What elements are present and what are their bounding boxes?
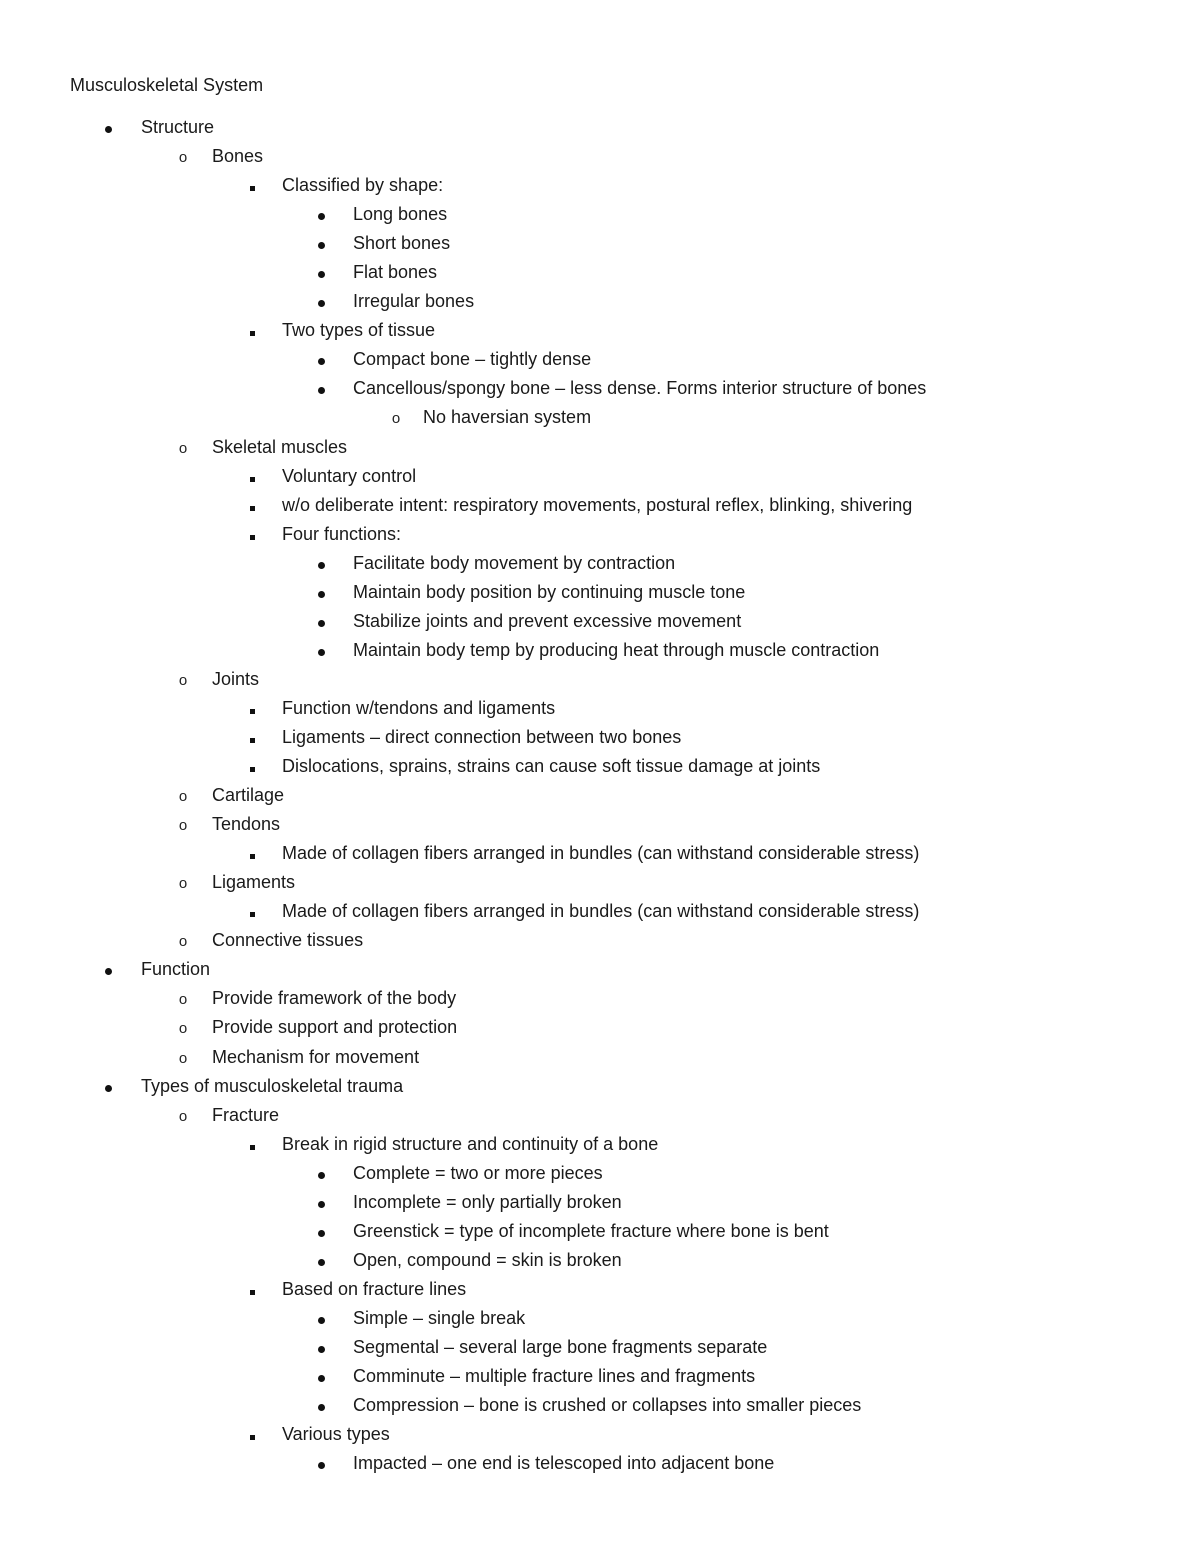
outline-item [0,203,1200,232]
bullet-circle-icon: o [178,933,188,951]
outline-item [0,1191,1200,1220]
bullet-dot-icon [311,261,331,283]
bullet-dot-icon [311,290,331,312]
outline-item [0,639,1200,668]
bullet-circle-icon: o [178,817,188,835]
bullet-square-icon [242,726,262,748]
document-title: Musculoskeletal System [70,75,264,95]
outline-item-text: Function w/tendons and ligaments [282,697,556,718]
bullet-square-icon [242,523,262,545]
bullet-dot-icon [311,348,331,370]
outline-item [0,232,1200,261]
outline-item-text: Various types [282,1424,390,1445]
outline-item-text: Two types of tissue [282,320,436,341]
bullet-dot-icon [311,1336,331,1358]
outline-item-text: Connective tissues [212,930,364,951]
bullet-square-icon [242,1133,262,1155]
outline-item [0,1249,1200,1278]
outline-item-text: Stabilize joints and prevent excessive movement [353,610,742,631]
bullet-square-icon [242,842,262,864]
bullet-square-icon [242,1278,262,1300]
outline-item-text: Short bones [353,233,451,254]
outline-item [0,1162,1200,1191]
bullet-dot-icon [311,203,331,225]
outline-item-text: Segmental – several large bone fragments separate [353,1336,768,1357]
outline-item-text: Long bones [353,204,448,225]
outline-item [0,1394,1200,1423]
outline-item-text: Maintain body temp by producing heat through muscle contraction [353,639,880,660]
outline-item-text: Ligaments [212,872,296,893]
bullet-dot-icon [311,1162,331,1184]
outline-item-text: Made of collagen fibers arranged in bundles (can withstand considerable stress) [282,901,920,922]
outline-item [0,261,1200,290]
outline-item-text: Bones [212,146,264,167]
bullet-dot-icon [311,610,331,632]
outline-item [0,697,1200,726]
outline-item-text: Structure [141,117,215,137]
bullet-circle-icon: o [178,875,188,893]
bullet-dot-icon [311,581,331,603]
outline-item [0,668,1200,697]
outline-item-text: Compact bone – tightly dense [353,349,592,370]
outline-item-text: Made of collagen fibers arranged in bundles (can withstand considerable stress) [282,843,920,864]
outline-item-text: Irregular bones [353,291,475,312]
outline-item [0,987,1200,1016]
bullet-dot-icon [98,958,118,980]
outline-item [0,958,1200,987]
bullet-dot-icon [311,1220,331,1242]
outline-item-text: Fracture [212,1104,280,1125]
outline-item-text: Comminute – multiple fracture lines and fragments [353,1366,756,1387]
bullet-circle-icon: o [178,788,188,806]
outline-item [0,1452,1200,1481]
outline-item-text: Provide support and protection [212,1017,458,1038]
bullet-dot-icon [311,1191,331,1213]
outline-item-text: Facilitate body movement by contraction [353,552,676,573]
bullet-dot-icon [311,639,331,661]
outline-item [0,174,1200,203]
outline-item [0,929,1200,958]
outline-item-text: Skeletal muscles [212,436,348,457]
outline-item [0,348,1200,377]
bullet-square-icon [242,174,262,196]
outline-item [0,1016,1200,1045]
bullet-dot-icon [98,116,118,138]
outline-item [0,842,1200,871]
outline-item-text: w/o deliberate intent: respiratory movements, postural reflex, blinking, shivering [282,494,913,515]
outline-item [0,494,1200,523]
outline-item [0,871,1200,900]
outline-item [0,1220,1200,1249]
bullet-circle-icon: o [178,1049,188,1067]
outline-item-text: Maintain body position by continuing muscle tone [353,581,746,602]
outline-item-text: No haversian system [423,407,592,428]
outline-item [0,1046,1200,1075]
outline-item [0,1104,1200,1133]
bullet-dot-icon [311,1307,331,1329]
outline-item-text: Types of musculoskeletal trauma [141,1075,404,1096]
bullet-circle-icon: o [391,410,401,428]
bullet-dot-icon [311,1452,331,1474]
outline-item [0,406,1200,435]
outline-item [0,813,1200,842]
outline-item-text: Function [141,959,211,980]
outline-item-text: Simple – single break [353,1307,526,1328]
outline-item-text: Cartilage [212,785,285,806]
outline-item-text: Dislocations, sprains, strains can cause soft tissue damage at joints [282,756,821,777]
bullet-dot-icon [98,1075,118,1097]
outline-item-text: Impacted – one end is telescoped into adjacent bone [353,1453,775,1474]
outline-item-text: Complete = two or more pieces [353,1162,603,1183]
outline-item [0,1278,1200,1307]
outline-item [0,900,1200,929]
outline-item-text: Tendons [212,814,281,835]
outline-item-text: Voluntary control [282,465,417,486]
bullet-square-icon [242,697,262,719]
outline-item [0,581,1200,610]
outline-item-text: Four functions: [282,523,402,544]
outline-item-text: Open, compound = skin is broken [353,1249,622,1270]
bullet-dot-icon [311,377,331,399]
outline-item [0,610,1200,639]
outline-item [0,145,1200,174]
outline-item-text: Provide framework of the body [212,988,457,1009]
outline-item-text: Joints [212,668,260,689]
bullet-dot-icon [311,1365,331,1387]
outline-item [0,726,1200,755]
bullet-dot-icon [311,232,331,254]
outline-item [0,1307,1200,1336]
bullet-circle-icon: o [178,149,188,167]
bullet-dot-icon [311,552,331,574]
outline-item [0,784,1200,813]
outline-item [0,290,1200,319]
outline-item [0,755,1200,784]
bullet-dot-icon [311,1394,331,1416]
bullet-circle-icon: o [178,1107,188,1125]
outline-item [0,1075,1200,1104]
outline-item-text: Based on fracture lines [282,1278,467,1299]
outline-item [0,1336,1200,1365]
outline-item-text: Classified by shape: [282,175,444,196]
outline-item [0,319,1200,348]
bullet-circle-icon: o [178,439,188,457]
bullet-circle-icon: o [178,991,188,1009]
outline-item [0,377,1200,406]
outline-item-text: Flat bones [353,262,438,283]
bullet-dot-icon [311,1249,331,1271]
bullet-circle-icon: o [178,671,188,689]
outline-item-text: Break in rigid structure and continuity of a bone [282,1133,659,1154]
bullet-circle-icon: o [178,1020,188,1038]
outline-list [0,116,1200,1481]
outline-item [0,465,1200,494]
bullet-square-icon [242,494,262,516]
outline-item-text: Cancellous/spongy bone – less dense. Forms interior structure of bones [353,378,927,399]
outline-item-text: Incomplete = only partially broken [353,1191,622,1212]
outline-item [0,552,1200,581]
outline-item-text: Compression – bone is crushed or collapses into smaller pieces [353,1395,862,1416]
bullet-square-icon [242,755,262,777]
bullet-square-icon [242,465,262,487]
outline-item [0,1423,1200,1452]
bullet-square-icon [242,1423,262,1445]
outline-item [0,116,1200,145]
outline-item [0,523,1200,552]
outline-item [0,436,1200,465]
outline-item [0,1365,1200,1394]
bullet-square-icon [242,319,262,341]
outline-item [0,1133,1200,1162]
outline-item-text: Ligaments – direct connection between two bones [282,726,682,747]
bullet-square-icon [242,900,262,922]
outline-item-text: Greenstick = type of incomplete fracture where bone is bent [353,1220,829,1241]
outline-item-text: Mechanism for movement [212,1046,420,1067]
